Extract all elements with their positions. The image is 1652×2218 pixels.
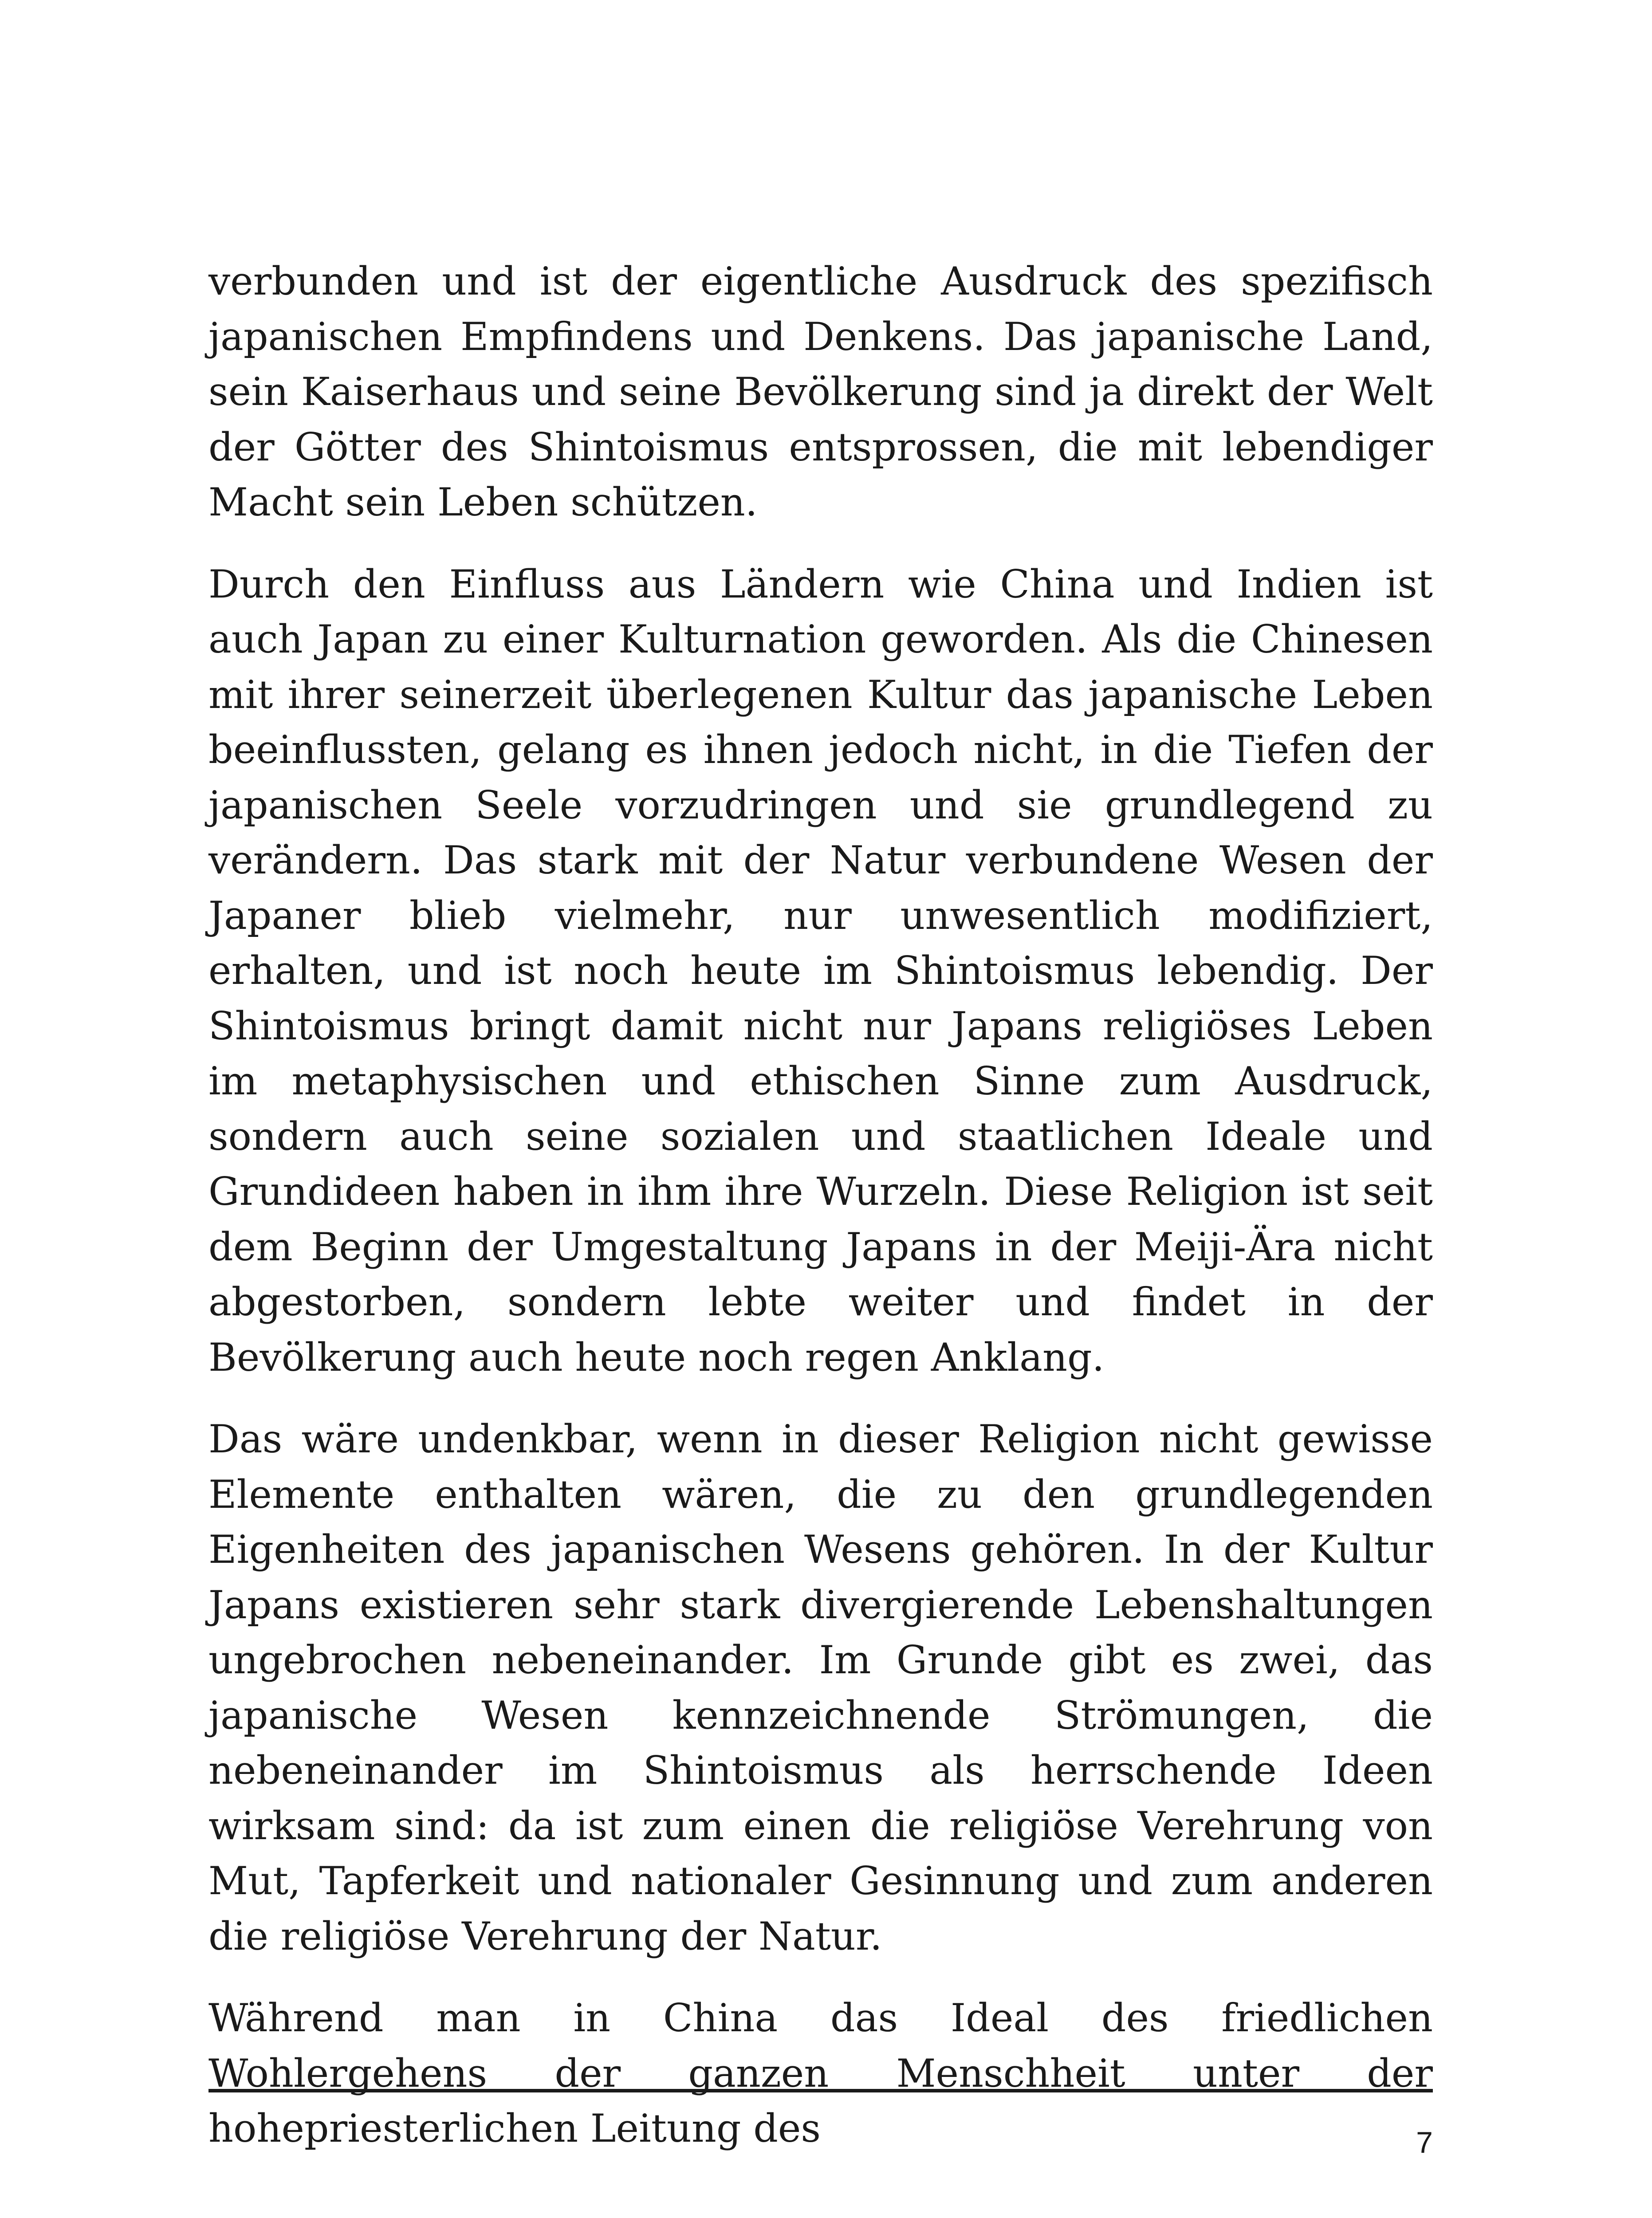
page-number: 7 [1416,2126,1433,2159]
paragraph-4: Während man in China das Ideal des friedlichen Wohlergehens der ganzen Menschheit unter der hohepriesterlichen Leitung des [208,1995,1433,2151]
paragraph-2: Durch den Einfluss aus Ländern wie China und Indien ist auch Japan zu einer Kulturnation geworden. Als die Chinesen mit ihrer seinerzeit überlegenen Kultur das japanische Leben beeinflussten, gelang es ihnen jedoch nicht, in die Tiefen der japanischen Seele vorzudringen und sie grundlegend zu verändern. Das stark mit der Natur verbundene Wesen der Japaner blieb vielmehr, nur unwesentlich modifiziert, erhalten, und ist noch heute im Shintoismus lebendig. Der Shintoismus bringt damit nicht nur Japans religiöses Leben im metaphysischen und ethischen Sinne zum Ausdruck, sondern auch seine sozialen und staatlichen Ideale und Grundideen haben in ihm ihre Wurzeln. Diese Religion ist seit dem Beginn der Umgestaltung Japans in der Meiji-Ära nicht abgestorben, sondern lebte weiter und findet in der Bevölkerung auch heute noch regen Anklang. [208,561,1433,1380]
paragraph-1: verbunden und ist der eigentliche Ausdruck des spezifisch japanischen Empfindens und Denkens. Das japanische Land, sein Kaiserhaus und seine Bevölkerung sind ja direkt der Welt der Götter des Shintoismus entsprossen, die mit lebendiger Macht sein Leben schützen. [208,259,1433,525]
footer-divider [208,2089,1433,2092]
body-text [208,254,1433,2183]
paragraph-3: Das wäre undenkbar, wenn in dieser Religion nicht gewisse Elemente enthalten wären, die zu den grundlegenden Eigenheiten des japanischen Wesens gehören. In der Kultur Japans existieren sehr stark divergierende Lebenshaltungen ungebrochen nebeneinander. Im Grunde gibt es zwei, das japanische Wesen kennzeichnende Strömungen, die nebeneinander im Shintoismus als herrschende Ideen wirksam sind: da ist zum einen die religiöse Verehrung von Mut, Tapferkeit und nationaler Gesinnung und zum anderen die religiöse Verehrung der Natur. [208,1416,1433,1959]
